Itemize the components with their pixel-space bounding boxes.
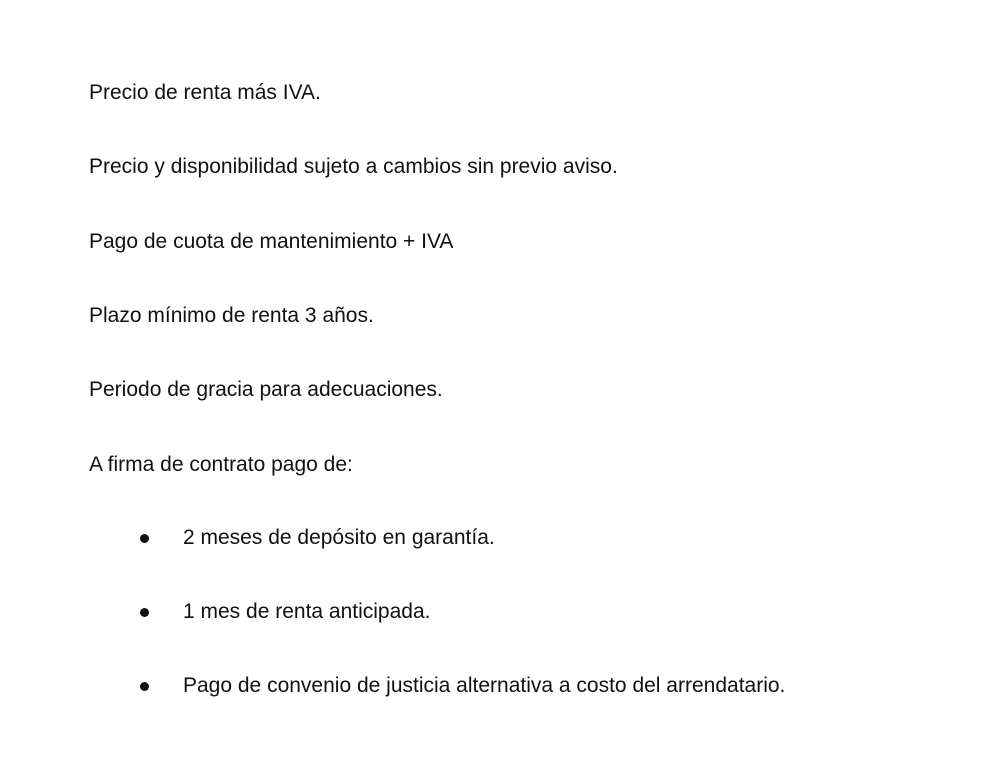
bullet-icon — [140, 608, 149, 617]
paragraph-minimum-term: Plazo mínimo de renta 3 años. — [89, 304, 374, 327]
bullet-text: 2 meses de depósito en garantía. — [183, 526, 495, 549]
bullet-text: Pago de convenio de justicia alternativa a costo del arrendatario. — [183, 674, 786, 697]
paragraph-maintenance-fee: Pago de cuota de mantenimiento + IVA — [89, 230, 454, 253]
paragraph-contract-payment: A firma de contrato pago de: — [89, 453, 353, 476]
paragraph-rent-price: Precio de renta más IVA. — [89, 81, 321, 104]
bullet-text: 1 mes de renta anticipada. — [183, 600, 431, 623]
bullet-icon — [140, 534, 149, 543]
bullet-icon — [140, 682, 149, 691]
paragraph-grace-period: Periodo de gracia para adecuaciones. — [89, 378, 443, 401]
paragraph-price-availability: Precio y disponibilidad sujeto a cambios sin previo aviso. — [89, 155, 618, 178]
